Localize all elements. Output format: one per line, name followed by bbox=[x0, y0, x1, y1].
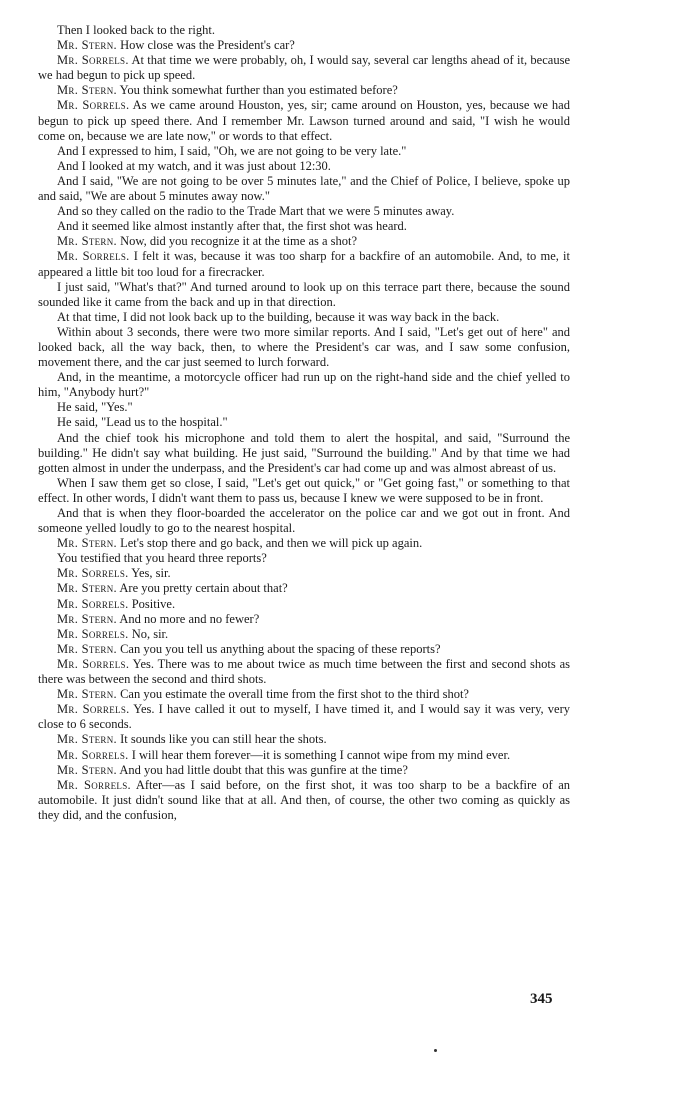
paragraph bbox=[38, 98, 570, 143]
paragraph bbox=[38, 763, 570, 778]
paragraph bbox=[38, 174, 570, 204]
paragraph-text: And, in the meantime, a motorcycle officer had run up on the right-hand side and the chief yelled to him, "Anybody hurt?" bbox=[38, 370, 570, 400]
paragraph-text: Now, did you recognize it at the time as a shot? bbox=[120, 234, 358, 249]
paragraph bbox=[38, 657, 570, 687]
speaker-label: Mr. Sorrels. bbox=[57, 777, 131, 792]
paragraph-text: He said, "Yes." bbox=[57, 400, 133, 415]
paragraph-text: And so they called on the radio to the Trade Mart that we were 5 minutes away. bbox=[57, 204, 455, 219]
paragraph bbox=[38, 431, 570, 476]
speaker-label: Mr. Sorrels. bbox=[57, 249, 130, 264]
paragraph-text: And no more and no fewer? bbox=[119, 611, 260, 626]
paragraph-text: Yes. I have called it out to myself, I have timed it, and I would say it was very, very close to 6 seconds. bbox=[38, 702, 570, 732]
paragraph-text: Within about 3 seconds, there were two more similar reports. And I said, "Let's get out of here" and looked back, all the way back, then, to where the President's car was, and I saw some confusion, movement there, and the car just seemed to lurch forward. bbox=[38, 324, 570, 370]
paragraph bbox=[38, 144, 570, 159]
paragraph-text: Yes, sir. bbox=[131, 566, 171, 581]
paragraph-text: I felt it was, because it was too sharp for a backfire of an automobile. And, to me, it appeared a little bit too loud for a firecracker. bbox=[38, 249, 570, 279]
paragraph bbox=[38, 415, 570, 430]
speaker-label: Mr. Stern. bbox=[57, 687, 117, 702]
paragraph bbox=[38, 627, 570, 642]
paragraph bbox=[38, 566, 570, 581]
speaker-label: Mr. Sorrels. bbox=[57, 596, 129, 611]
paragraph bbox=[38, 506, 570, 536]
paragraph-text: You think somewhat further than you estimated before? bbox=[119, 83, 398, 98]
speaker-label: Mr. Stern. bbox=[57, 762, 117, 777]
speaker-label: Mr. Stern. bbox=[57, 611, 117, 626]
speaker-label: Mr. Sorrels. bbox=[57, 702, 130, 717]
speaker-label: Mr. Sorrels. bbox=[57, 98, 130, 113]
paragraph bbox=[38, 642, 570, 657]
paragraph bbox=[38, 778, 570, 823]
paragraph-text: And I expressed to him, I said, "Oh, we are not going to be very late." bbox=[57, 143, 407, 158]
paragraph bbox=[38, 219, 570, 234]
speaker-label: Mr. Stern. bbox=[57, 732, 117, 747]
paragraph-text: How close was the President's car? bbox=[120, 38, 295, 53]
paragraph-text: No, sir. bbox=[131, 626, 169, 641]
paragraph bbox=[38, 204, 570, 219]
speaker-label: Mr. Stern. bbox=[57, 581, 117, 596]
paragraph bbox=[38, 400, 570, 415]
paragraph-text: And the chief took his microphone and told them to alert the hospital, and said, "Surround the building." He didn't say what building. He just said, "Surround the building." And by that time we had gotten almost in under the underpass, and the President's car had come up and was almost abreast of us. bbox=[38, 430, 570, 475]
paragraph bbox=[38, 581, 570, 596]
paragraph bbox=[38, 23, 570, 38]
speaker-label: Mr. Sorrels. bbox=[57, 626, 129, 641]
paragraph-text: Let's stop there and go back, and then we will pick up again. bbox=[120, 536, 423, 551]
page-number: 345 bbox=[530, 991, 553, 1007]
paragraph bbox=[38, 310, 570, 325]
paragraph bbox=[38, 370, 570, 400]
paragraph-text: At that time, I did not look back up to the building, because it was way back in the back. bbox=[57, 309, 500, 324]
paragraph-text: And you had little doubt that this was gunfire at the time? bbox=[119, 762, 408, 777]
paragraph-text: Yes. There was to me about twice as much time between the first and second shots as there was between the second and third shots. bbox=[38, 656, 570, 687]
paragraph-text: And it seemed like almost instantly after that, the first shot was heard. bbox=[57, 219, 407, 234]
paragraph bbox=[38, 83, 570, 98]
testimony-text bbox=[38, 23, 570, 823]
paragraph-text: It sounds like you can still hear the shots. bbox=[120, 732, 327, 747]
paragraph-text: Can you estimate the overall time from the first shot to the third shot? bbox=[120, 687, 469, 702]
speaker-label: Mr. Sorrels. bbox=[57, 747, 129, 762]
paragraph bbox=[38, 551, 570, 566]
paragraph-text: At that time we were probably, oh, I would say, several car lengths ahead of it, because we had begun to pick up speed. bbox=[38, 53, 570, 83]
paragraph-text: Can you you tell us anything about the spacing of these reports? bbox=[120, 641, 441, 656]
speaker-label: Mr. Stern. bbox=[57, 641, 117, 656]
paragraph-text: He said, "Lead us to the hospital." bbox=[57, 415, 228, 430]
paragraph-text: As we came around Houston, yes, sir; came around on Houston, yes, because we had begun to pick up speed there. And I remember Mr. Lawson turned around and said, "I wish he would come on, because we are late now," or words to that effect. bbox=[38, 98, 570, 143]
paragraph bbox=[38, 536, 570, 551]
paragraph-text: After—as I said before, on the first shot, it was too sharp to be a backfire of an automobile. It just didn't sound like that at all. And then, of course, the other two coming as quickly as they did, and the confusion, bbox=[38, 777, 570, 822]
paragraph-text: And that is when they floor-boarded the accelerator on the police car and we got out in front. And someone yelled loudly to go to the nearest hospital. bbox=[38, 506, 570, 536]
speaker-label: Mr. Sorrels. bbox=[57, 53, 129, 68]
paragraph bbox=[38, 612, 570, 627]
paragraph-text: Then I looked back to the right. bbox=[57, 23, 215, 37]
speaker-label: Mr. Stern. bbox=[57, 536, 117, 551]
paragraph-text: And I said, "We are not going to be over 5 minutes late," and the Chief of Police, I believe, spoke up and said, "We are about 5 minutes away now." bbox=[38, 173, 570, 204]
paragraph bbox=[38, 687, 570, 702]
paragraph-text: You testified that you heard three reports? bbox=[57, 551, 267, 566]
paragraph bbox=[38, 748, 570, 763]
paragraph bbox=[38, 53, 570, 83]
paragraph bbox=[38, 732, 570, 747]
paragraph bbox=[38, 234, 570, 249]
paragraph-text: When I saw them get so close, I said, "Let's get out quick," or "Get going fast," or something to that effect. In other words, I didn't want them to pass us, because I knew we were supposed to be in front. bbox=[38, 475, 570, 505]
paragraph-text: I just said, "What's that?" And turned around to look up on this terrace part there, because the sound sounded like it came from the back and up in that direction. bbox=[38, 279, 570, 309]
paragraph bbox=[38, 159, 570, 174]
speaker-label: Mr. Stern. bbox=[57, 234, 117, 249]
speaker-label: Mr. Stern. bbox=[57, 83, 117, 98]
scan-speck bbox=[434, 1049, 437, 1052]
paragraph bbox=[38, 702, 570, 732]
paragraph bbox=[38, 597, 570, 612]
paragraph-text: Positive. bbox=[131, 596, 176, 611]
speaker-label: Mr. Stern. bbox=[57, 38, 117, 53]
paragraph bbox=[38, 38, 570, 53]
paragraph bbox=[38, 249, 570, 279]
paragraph-text: I will hear them forever—it is something I cannot wipe from my mind ever. bbox=[131, 747, 511, 762]
paragraph bbox=[38, 476, 570, 506]
speaker-label: Mr. Sorrels. bbox=[57, 566, 129, 581]
paragraph bbox=[38, 325, 570, 370]
paragraph-text: Are you pretty certain about that? bbox=[119, 581, 288, 596]
speaker-label: Mr. Sorrels. bbox=[57, 656, 130, 671]
paragraph bbox=[38, 280, 570, 310]
paragraph-text: And I looked at my watch, and it was just about 12:30. bbox=[57, 158, 331, 173]
